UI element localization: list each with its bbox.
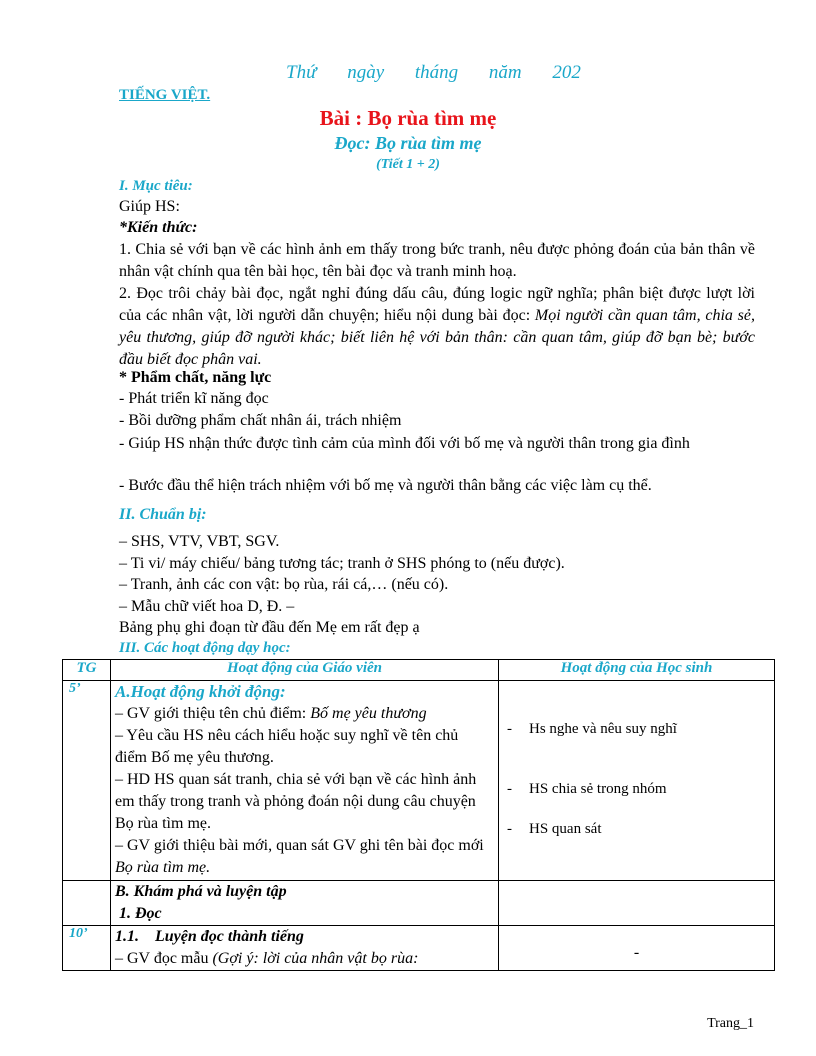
section-subtitle: 1. Đọc: [115, 905, 162, 922]
lesson-title: Bài : Bọ rùa tìm mẹ: [319, 106, 497, 130]
subject-heading: TIẾNG VIỆT.: [119, 87, 211, 103]
knowledge-heading: *Kiến thức:: [119, 219, 198, 236]
section-title: B. Khám phá và luyện tập: [115, 883, 287, 900]
preparation-item: – Mẫu chữ viết hoa D, Đ. –: [119, 598, 295, 615]
subsection-title: 1.1. Luyện đọc thành tiếng: [115, 928, 304, 945]
header-teacher: Hoạt động của Giáo viên: [111, 660, 499, 681]
quality-item: - Bước đầu thể hiện trách nhiệm với bố mẹ và người thân bằng các việc làm cụ thể.: [119, 477, 652, 494]
date-word: năm: [488, 62, 522, 83]
objective-item-1-text: 1. Chia sẻ với bạn về các hình ảnh em thấy trong bức tranh, nêu được phỏng đoán của bản thân về nhân vật chính qua tên bài học, tên bài đọc và tranh minh hoạ.: [119, 241, 755, 280]
activities-heading: III. Các hoạt động dạy học:: [119, 640, 291, 656]
date-word: Thứ: [286, 62, 317, 83]
preparation-item: – Tranh, ảnh các con vật: bọ rùa, rái cá,… (nếu có).: [119, 576, 449, 593]
teacher-step-italic: Bọ rùa tìm mẹ.: [115, 859, 211, 876]
student-step: - HS chia sẻ trong nhóm: [503, 779, 770, 799]
preparation-item: – Ti vi/ máy chiếu/ bảng tương tác; tranh ở SHS phóng to (nếu được).: [119, 555, 565, 572]
preparation-item: Bảng phụ ghi đoạn từ đầu đến Mẹ em rất đẹp ạ: [119, 619, 420, 636]
objective-item-2-text: 2. Đọc trôi chảy bài đọc, ngắt nghỉ đúng dấu câu, đúng logic ngữ nghĩa; phân biệt được lượt lời của các nhân vật, lời người dẫn chuyện; hiểu nội dung bài đọc:: [119, 285, 755, 324]
teacher-step-text: – GV giới thiệu bài mới, quan sát GV ghi tên bài đọc mới: [115, 837, 484, 854]
qualities-heading: * Phẩm chất, năng lực: [119, 369, 272, 386]
teacher-step: [115, 948, 494, 970]
lesson-plan-table: [62, 659, 775, 971]
teacher-step: – HD HS quan sát tranh, chia sẻ với bạn về các hình ảnh em thấy trong tranh và phỏng đoán nội dung câu chuyện Bọ rùa tìm mẹ.: [115, 771, 477, 832]
table-row: [63, 681, 775, 881]
teacher-cell: [111, 681, 499, 881]
student-step: - Hs nghe và nêu suy nghĩ: [503, 719, 770, 739]
teacher-step-italic: (Gợi ý: lời của nhân vật bọ rùa:: [212, 950, 419, 967]
teacher-step-italic: Bố mẹ yêu thương: [310, 705, 427, 722]
teacher-cell: [111, 881, 499, 926]
teacher-step: – Yêu cầu HS nêu cách hiểu hoặc suy nghĩ về tên chủ điểm Bố mẹ yêu thương.: [115, 727, 459, 766]
quality-item: - Bồi dưỡng phẩm chất nhân ái, trách nhiệm: [119, 412, 402, 429]
date-word: ngày: [347, 62, 385, 83]
objectives-heading: I. Mục tiêu:: [119, 178, 193, 194]
student-cell: [499, 926, 775, 971]
quality-item: - Giúp HS nhận thức được tình cảm của mình đối với bố mẹ và người thân trong gia đình: [119, 435, 690, 452]
student-cell: [499, 681, 775, 881]
student-cell: [499, 881, 775, 926]
time-cell: [63, 881, 111, 926]
date-word: 202: [552, 62, 581, 83]
objectives-intro: Giúp HS:: [119, 198, 180, 215]
period-label: (Tiết 1 + 2): [376, 157, 440, 172]
activity-title: A.Hoạt động khởi động:: [115, 682, 286, 701]
student-step: - HS quan sát: [503, 819, 770, 839]
table-row: [63, 881, 775, 926]
time-cell: 5’: [63, 681, 111, 881]
objective-item-2-italic: Mọi người cần quan tâm, chia sẻ, yêu thương, giúp đỡ người khác; biết liên hệ với bản thân: cần quan tâm, giúp đỡ bạn bè; bước đầu biết đọc phân vai.: [119, 307, 755, 368]
date-line: [286, 62, 581, 84]
teacher-step-text: – GV giới thiệu tên chủ điểm:: [115, 705, 311, 722]
table-header-row: [63, 660, 775, 681]
teacher-cell: [111, 926, 499, 971]
header-student: Hoạt động của Học sinh: [499, 660, 775, 681]
objective-item-1: [119, 239, 755, 283]
quality-item: - Phát triển kĩ năng đọc: [119, 390, 269, 407]
date-word: tháng: [414, 62, 459, 83]
preparation-item: – SHS, VTV, VBT, SGV.: [119, 533, 280, 550]
student-step: -: [633, 944, 640, 961]
preparation-heading: II. Chuẩn bị:: [119, 506, 207, 523]
teacher-step: [115, 835, 494, 879]
teacher-step: [115, 703, 494, 725]
objective-item-2: [119, 283, 755, 371]
teacher-step-text: – GV đọc mẫu: [115, 950, 213, 967]
header-tg: TG: [63, 660, 111, 681]
time-cell: 10’: [63, 926, 111, 971]
page-number: Trang_1: [707, 1016, 754, 1031]
reading-title: Đọc: Bọ rùa tìm mẹ: [334, 133, 482, 153]
table-row: [63, 926, 775, 971]
